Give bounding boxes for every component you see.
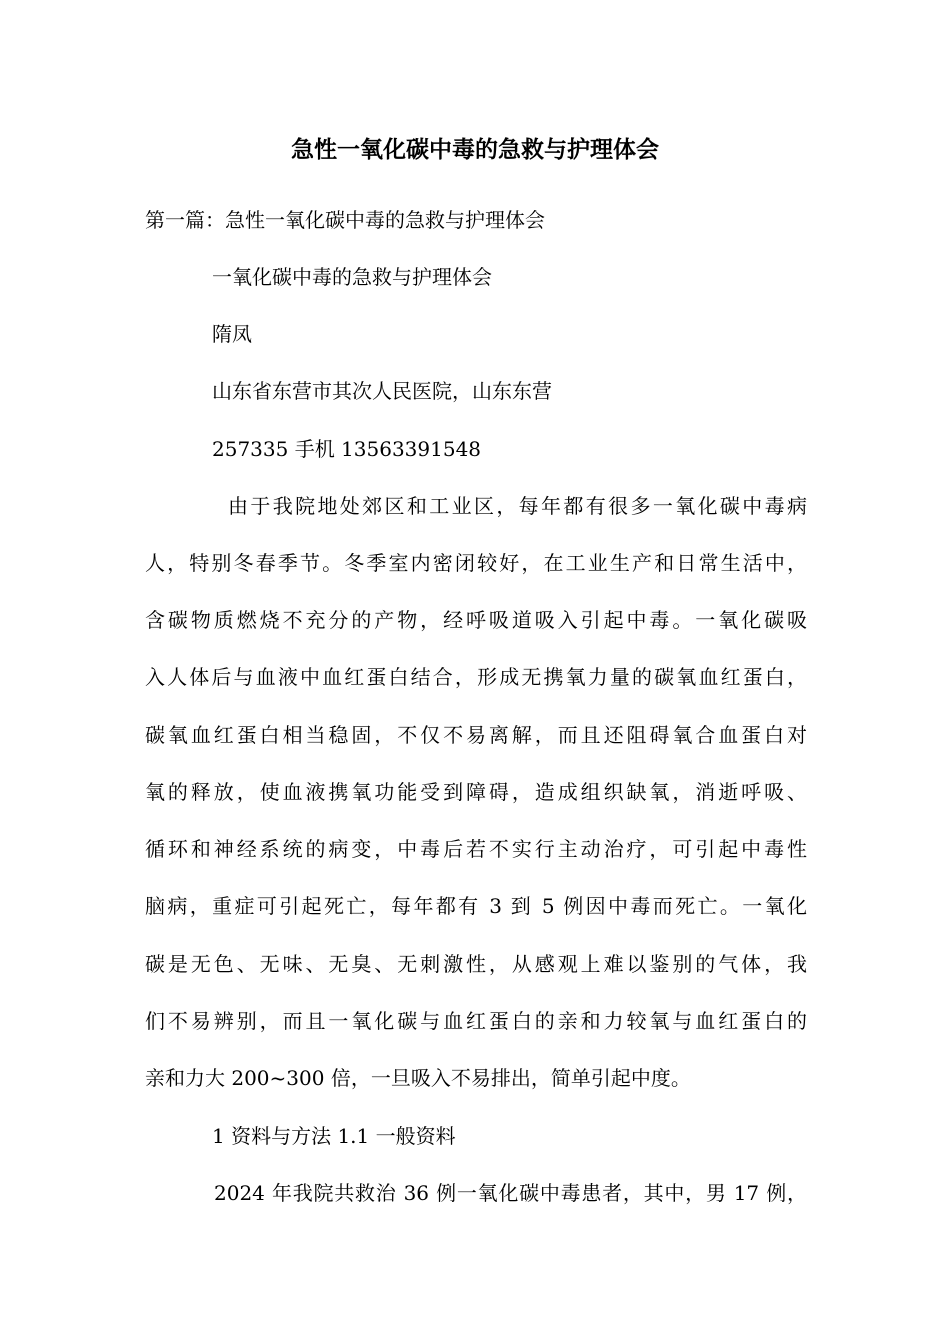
paragraph-line: 碳氧血红蛋白相当稳固，不仅不易离解，而且还阻碍氧合血蛋白对 — [145, 723, 807, 747]
paragraph-line: 入人体后与血液中血红蛋白结合，形成无携氧力量的碳氧血红蛋白， — [145, 665, 807, 689]
section-1-heading: 1 资料与方法 1.1 一般资料 — [212, 1124, 456, 1148]
document-title: 急性一氧化碳中毒的急救与护理体会 — [291, 137, 659, 163]
paragraph-line: 2024 年我院共救治 36 例一氧化碳中毒患者，其中，男 17 例， — [214, 1181, 807, 1205]
article-subtitle: 一氧化碳中毒的急救与护理体会 — [212, 265, 492, 289]
paragraph-line: 人，特别冬春季节。冬季室内密闭较好，在工业生产和日常生活中， — [145, 551, 807, 575]
author-affiliation: 山东省东营市其次人民医院，山东东营 — [212, 379, 552, 403]
paragraph-line: 碳是无色、无味、无臭、无刺激性，从感观上难以鉴别的气体，我 — [145, 952, 807, 976]
author-name: 隋凤 — [212, 322, 252, 346]
paragraph-line: 们不易辨别，而且一氧化碳与血红蛋白的亲和力较氧与血红蛋白的 — [145, 1009, 807, 1033]
paragraph-line: 氧的释放，使血液携氧功能受到障碍，造成组织缺氧，消逝呼吸、 — [145, 780, 807, 804]
paragraph-line: 脑病，重症可引起死亡，每年都有 3 到 5 例因中毒而死亡。一氧化 — [145, 894, 807, 918]
paragraph-line: 循环和神经系统的病变，中毒后若不实行主动治疗，可引起中毒性 — [145, 837, 807, 861]
paragraph-line: 亲和力大 200~300 倍，一旦吸入不易排出，简单引起中度。 — [145, 1066, 691, 1090]
paragraph-line: 由于我院地处郊区和工业区，每年都有很多一氧化碳中毒病 — [228, 494, 807, 518]
author-contact: 257335 手机 13563391548 — [212, 437, 482, 461]
paragraph-line: 含碳物质燃烧不充分的产物，经呼吸道吸入引起中毒。一氧化碳吸 — [145, 608, 807, 632]
section-heading: 第一篇：急性一氧化碳中毒的急救与护理体会 — [145, 208, 545, 232]
